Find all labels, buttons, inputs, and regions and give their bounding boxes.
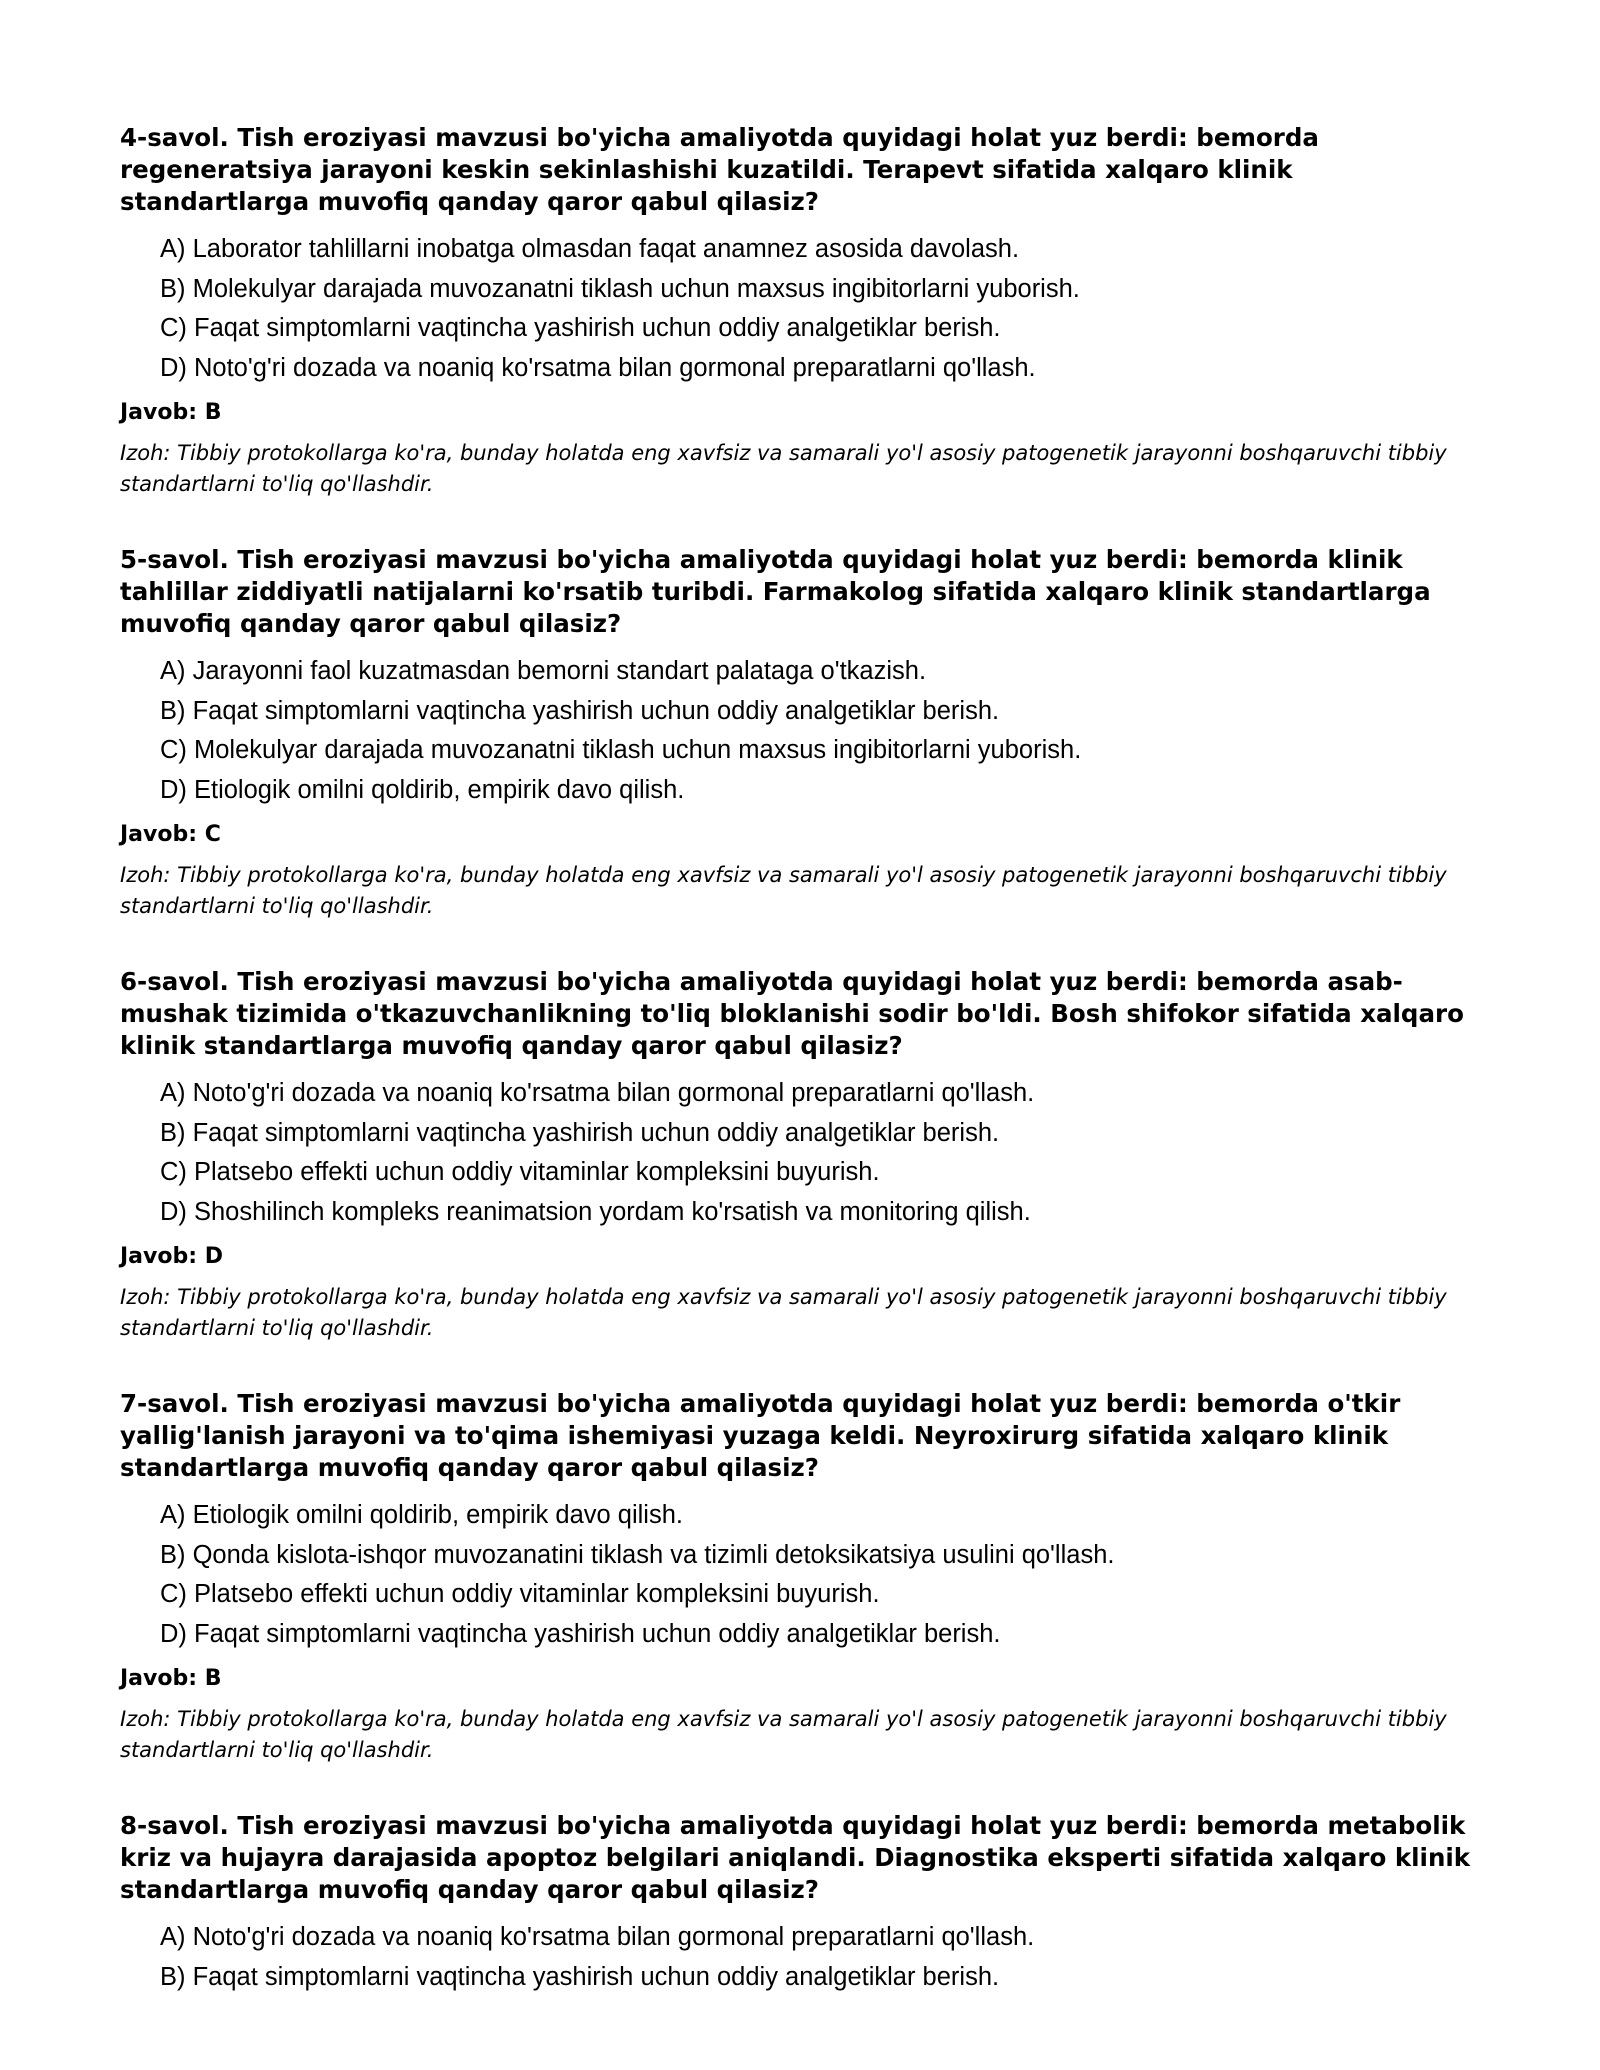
option-c: C) Platsebo effekti uchun oddiy vitaminlar kompleksini buyurish. xyxy=(160,1158,880,1186)
question-4 xyxy=(120,122,1490,500)
option-a: A) Noto'g'ri dozada va noaniq ko'rsatma bilan gormonal preparatlarni qo'llash. xyxy=(160,1079,1035,1107)
explanation-note: Izoh: Tibbiy protokollarga ko'ra, bunday holatda eng xavfsiz va samarali yo'l asosiy patogenetik jarayonni boshqaruvchi tibbiy standartlarni to'liq qo'llashdir. xyxy=(120,1707,1447,1762)
answer-label: Javob: B xyxy=(120,1666,222,1691)
options-list xyxy=(120,1074,1490,1232)
option-a: A) Noto'g'ri dozada va noaniq ko'rsatma bilan gormonal preparatlarni qo'llash. xyxy=(160,1923,1035,1951)
answer-label: Javob: B xyxy=(120,400,222,425)
question-6 xyxy=(120,966,1490,1344)
question-title: 7-savol. Tish eroziyasi mavzusi bo'yicha amaliyotda quyidagi holat yuz berdi: bemorda o'tkir yallig'lanish jarayoni va to'qima ishemiyasi yuzaga keldi. Neyroxirurg sifatida xalqaro klinik standartlarga muvofiq qanday qaror qabul qilasiz? xyxy=(120,1389,1401,1482)
options-list xyxy=(120,652,1490,810)
option-d: D) Shoshilinch kompleks reanimatsion yordam ko'rsatish va monitoring qilish. xyxy=(160,1197,1031,1226)
option-b: B) Faqat simptomlarni vaqtincha yashirish uchun oddiy analgetiklar berish. xyxy=(160,1118,1000,1147)
option-d: D) Noto'g'ri dozada va noaniq ko'rsatma bilan gormonal preparatlarni qo'llash. xyxy=(160,353,1036,382)
question-title: 5-savol. Tish eroziyasi mavzusi bo'yicha amaliyotda quyidagi holat yuz berdi: bemorda klinik tahlillar ziddiyatli natijalarni ko'rsatib turibdi. Farmakolog sifatida xalqaro klinik standartlarga muvofiq qanday qaror qabul qilasiz? xyxy=(120,545,1431,638)
option-b: B) Faqat simptomlarni vaqtincha yashirish uchun oddiy analgetiklar berish. xyxy=(160,696,1000,725)
explanation-note: Izoh: Tibbiy protokollarga ko'ra, bunday holatda eng xavfsiz va samarali yo'l asosiy patogenetik jarayonni boshqaruvchi tibbiy standartlarni to'liq qo'llashdir. xyxy=(120,441,1447,496)
option-a: A) Etiologik omilni qoldirib, empirik davo qilish. xyxy=(160,1501,683,1529)
option-b: B) Molekulyar darajada muvozanatni tiklash uchun maxsus ingibitorlarni yuborish. xyxy=(160,274,1080,303)
question-title: 8-savol. Tish eroziyasi mavzusi bo'yicha amaliyotda quyidagi holat yuz berdi: bemorda metabolik kriz va hujayra darajasida apoptoz belgilari aniqlandi. Diagnostika eksperti sifatida xalqaro klinik standartlarga muvofiq qanday qaror qabul qilasiz? xyxy=(120,1811,1471,1904)
options-list xyxy=(120,1496,1490,1654)
answer-label: Javob: C xyxy=(120,822,221,847)
option-c: C) Platsebo effekti uchun oddiy vitaminlar kompleksini buyurish. xyxy=(160,1580,880,1608)
question-8 xyxy=(120,1810,1490,1997)
question-7 xyxy=(120,1388,1490,1766)
answer-label: Javob: D xyxy=(120,1244,223,1269)
question-5 xyxy=(120,544,1490,922)
option-d: D) Etiologik omilni qoldirib, empirik davo qilish. xyxy=(160,775,685,804)
question-title: 6-savol. Tish eroziyasi mavzusi bo'yicha amaliyotda quyidagi holat yuz berdi: bemorda asab-mushak tizimida o'tkazuvchanlikning to'liq bloklanishi sodir bo'ldi. Bosh shifokor sifatida xalqaro klinik standartlarga muvofiq qanday qaror qabul qilasiz? xyxy=(120,967,1464,1060)
question-title: 4-savol. Tish eroziyasi mavzusi bo'yicha amaliyotda quyidagi holat yuz berdi: bemorda regeneratsiya jarayoni keskin sekinlashishi kuzatildi. Terapevt sifatida xalqaro klinik standartlarga muvofiq qanday qaror qabul qilasiz? xyxy=(120,123,1319,216)
document-page xyxy=(120,122,1490,2041)
explanation-note: Izoh: Tibbiy protokollarga ko'ra, bunday holatda eng xavfsiz va samarali yo'l asosiy patogenetik jarayonni boshqaruvchi tibbiy standartlarni to'liq qo'llashdir. xyxy=(120,863,1447,918)
option-d: D) Faqat simptomlarni vaqtincha yashirish uchun oddiy analgetiklar berish. xyxy=(160,1619,1001,1648)
option-a: A) Jarayonni faol kuzatmasdan bemorni standart palataga o'tkazish. xyxy=(160,657,927,685)
option-b: B) Qonda kislota-ishqor muvozanatini tiklash va tizimli detoksikatsiya usulini qo'llash. xyxy=(160,1540,1115,1569)
option-b: B) Faqat simptomlarni vaqtincha yashirish uchun oddiy analgetiklar berish. xyxy=(160,1962,1000,1991)
option-c: C) Faqat simptomlarni vaqtincha yashirish uchun oddiy analgetiklar berish. xyxy=(160,314,1001,342)
option-c: C) Molekulyar darajada muvozanatni tiklash uchun maxsus ingibitorlarni yuborish. xyxy=(160,736,1082,764)
explanation-note: Izoh: Tibbiy protokollarga ko'ra, bunday holatda eng xavfsiz va samarali yo'l asosiy patogenetik jarayonni boshqaruvchi tibbiy standartlarni to'liq qo'llashdir. xyxy=(120,1285,1447,1340)
option-a: A) Laborator tahlillarni inobatga olmasdan faqat anamnez asosida davolash. xyxy=(160,235,1020,263)
options-list xyxy=(120,230,1490,388)
options-list xyxy=(120,1918,1490,1997)
